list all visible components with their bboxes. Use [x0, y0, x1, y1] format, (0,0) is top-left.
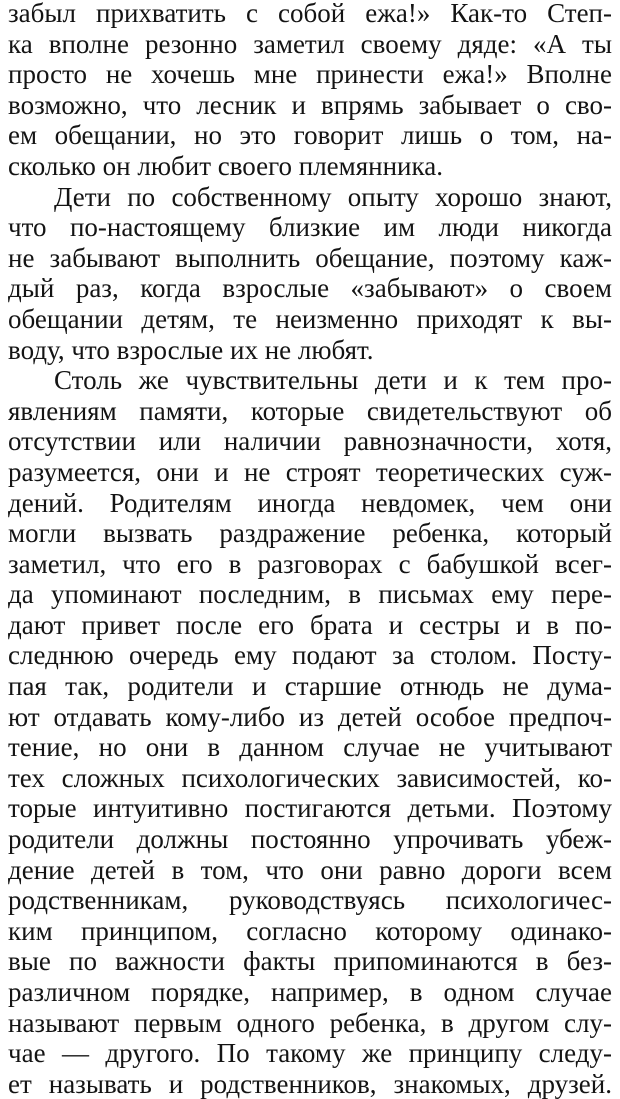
- text-line: тех сложных психологических зависимостей, ко-: [8, 762, 612, 793]
- text-line: просто не хочешь мне принести ежа!» Вполне: [8, 59, 612, 90]
- text-line: воду, что взрослые их не любят.: [8, 334, 374, 365]
- text-line: ем обещании, но это говорит лишь о том, на-: [8, 120, 612, 151]
- text-line: дают привет после его брата и сестры и в по-: [8, 609, 612, 640]
- text-line: называют первым одного ребенка, в другом слу-: [8, 1007, 612, 1038]
- text-line: торые интуитивно постигаются детьми. Поэтому: [8, 793, 612, 824]
- text-line: да упоминают последним, в письмах ему пере-: [8, 579, 612, 610]
- text-line: дение детей в том, что они равно дороги всем: [8, 854, 612, 885]
- text-line: ют отдавать кому-либо из детей особое предпоч-: [8, 701, 612, 732]
- text-line: пая так, родители и старшие отнюдь не дума-: [8, 671, 612, 702]
- text-line: различном порядке, например, в одном случае: [8, 977, 612, 1007]
- text-line: следнюю очередь ему подают за столом. Посту-: [8, 640, 612, 671]
- text-line: разумеется, они и не строят теоретических суж-: [8, 456, 612, 487]
- text-line: Дети по собственному опыту хорошо знают,: [54, 181, 612, 212]
- text-line: чае — другого. По такому же принципу следу-: [8, 1038, 612, 1069]
- text-line: Столь же чувствительны дети и к тем про-: [54, 365, 612, 396]
- text-line: ким принципом, согласно которому одинако-: [8, 915, 612, 946]
- text-line: заметил, что его в разговорах с бабушкой всег-: [8, 548, 612, 579]
- text-line: родители должны постоянно упрочивать убеж-: [8, 824, 612, 855]
- text-line: ка вполне резонно заметил своему дяде: «А ты: [8, 28, 612, 59]
- text-line: дый раз, когда взрослые «забывают» о своем: [8, 273, 612, 304]
- text-line: родственникам, руководствуясь психологичес-: [8, 885, 612, 916]
- document-page: [8, 0, 612, 1099]
- text-line: сколько он любит своего племянника.: [8, 150, 443, 181]
- paragraph-3: [8, 365, 612, 1099]
- text-line: тение, но они в данном случае не учитывают: [8, 732, 612, 763]
- text-line: что по-настоящему близкие им люди никогда: [8, 212, 612, 243]
- paragraph-2: [8, 182, 612, 366]
- paragraph-1: [8, 0, 612, 182]
- text-line: явлениям памяти, которые свидетельствуют об: [8, 395, 612, 426]
- text-line: дений. Родителям иногда невдомек, чем они: [8, 487, 612, 518]
- text-line: возможно, что лесник и впрямь забывает о сво-: [8, 89, 612, 120]
- text-line: не забывают выполнить обещание, поэтому каж-: [8, 242, 612, 273]
- text-line: вые по важности факты припоминаются в без-: [8, 946, 612, 977]
- text-line: забыл прихватить с собой ежа!» Как-то Степ-: [8, 0, 612, 28]
- text-line: ет называть и родственников, знакомых, друзей.: [8, 1068, 612, 1099]
- text-line: отсутствии или наличии равнозначности, хотя,: [8, 426, 612, 457]
- text-line: обещании детям, те неизменно приходят к вы-: [8, 303, 612, 334]
- text-line: могли вызвать раздражение ребенка, который: [8, 518, 612, 549]
